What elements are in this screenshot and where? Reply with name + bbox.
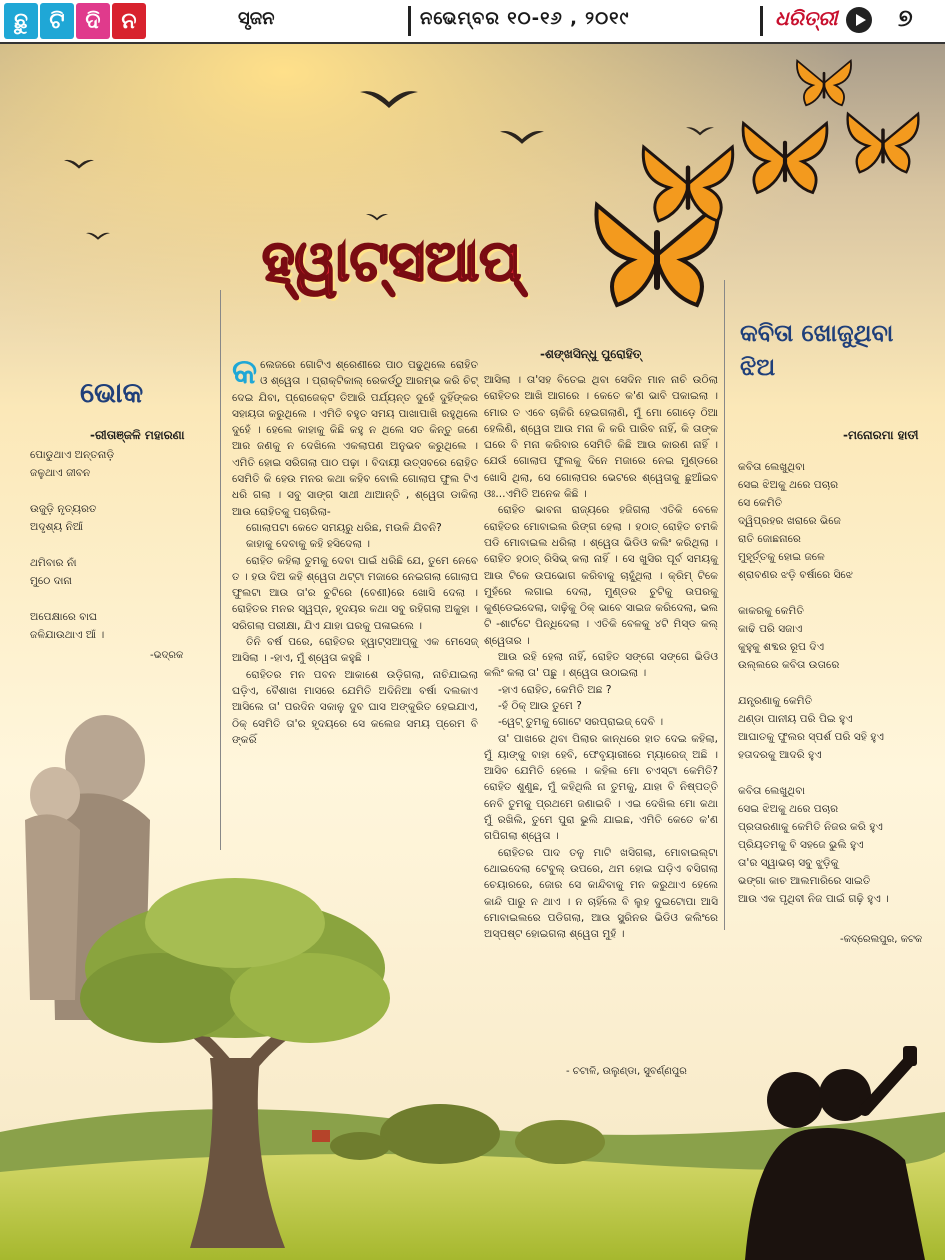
poem-stanza: ଅପେକ୍ଷାରେ ବାଘ ଜଳିଯାଉଥାଏ ଆଁ । xyxy=(30,611,105,641)
story-column-1 xyxy=(232,352,478,748)
poem-right-author: -ମନୋରମା ହାତୀ xyxy=(843,428,919,442)
story-paragraph: ରୋହିତର ମନ ପବନ ଆକାଶେ ଉଡ଼ିଗଲା, ନାଚିଯାଇଲା ଘଡ଼ିଏ, ବୈଶାଖ ମାସରେ ଯେମିତି ଅଦିନିଆ ବର୍ଷା ଦଲକାଏ ଆସିଲେ ତା' ପରଦିନ ସକାଳୁ ଦୁବ ଘାସ ଅଙ୍କୁରିତ ହେଇଯାଏ, ଠିକ୍ ସେମିତି ତା'ର ହୃଦୟରେ ସେ କଲେଜ ସମୟ ପ୍ରେମ ବି ଙ୍କରିଁ xyxy=(232,668,478,746)
couple-silhouette-icon xyxy=(715,1040,935,1260)
bird-icon xyxy=(500,128,544,146)
story-title: ହ୍ୱାଟ୍ସଆପ୍ xyxy=(262,228,522,294)
poem-right-title: କବିତା ଖୋଜୁଥିବା ଝିଅ xyxy=(740,319,894,381)
bird-icon xyxy=(360,88,418,110)
divider xyxy=(760,6,763,36)
drop-cap: କ xyxy=(232,352,258,392)
brand-letter: ନ xyxy=(112,3,146,39)
story-author: -ଶଙ୍ଖସିନ୍ଧୁ ପୁରୋହିତ୍ xyxy=(540,347,642,361)
play-icon xyxy=(846,7,872,33)
bird-icon xyxy=(86,228,110,244)
story-paragraph: -ହାଏ ରୋହିତ, କେମିତି ଅଛ ? xyxy=(498,683,612,696)
butterfly-icon xyxy=(845,110,921,176)
bird-icon xyxy=(64,154,94,174)
poem-stanza: ଥମିବାର ନାଁ ମୁଠେ ଦାନା xyxy=(30,557,77,587)
section-name: ସୃଜନ xyxy=(238,8,275,29)
butterfly-icon xyxy=(795,58,853,108)
story-paragraph: କାହାକୁ ଦେବାକୁ କହି ହସିଦେଲା । xyxy=(246,538,371,551)
issue-date: ନଭେମ୍ବର ୧୦-୧୬ , ୨୦୧୯ xyxy=(420,8,630,29)
column-rule xyxy=(220,290,221,850)
story-column-2 xyxy=(484,372,718,942)
story-paragraph: -ହଁ ଠିକ୍ ଆଉ ତୁମେ ? xyxy=(498,699,582,712)
poem-stanza: ଯନ୍ତ୍ରଣାକୁ କେମିତି ଥଣ୍ଡା ପାନୀୟ ପରି ପିଇ ହୁଏ ଆଘାତକୁ ଫୁଲର ସ୍ପର୍ଶ ପରି ସହି ହୁଏ ହତାଦରକୁ ଆଦରି ହୁଏ xyxy=(738,695,884,761)
brand-letter: ଟି xyxy=(40,3,74,39)
story-paragraph: ରୋହିତ ଭାବନା ରାଜ୍ୟରେ ହଜିଗଲା ଏତିକି ବେଳେ ରୋହିତର ମୋବାଇଲ ରିଙ୍ଗ ହେଲା । ହଠାତ୍ ରୋହିତ ଚମକି ପଡି ମୋବାଇଲ ଧରିଲା । ଶ୍ୱେତା ଭିଡିଓ କଲିଂ କରିଥିଲା । ରୋହିତ ହଠାତ୍ ରିସିଭ୍ କଲା ନାହିଁ । ସେ ଖୁସିର ପୂର୍ବ ସମୟକୁ ଆଉ ଟିକେ ଉପଭୋଗ କରିବାକୁ ଚାହୁଁଥିଲା । କ୍ରିମ୍ ଟିକେ ମୁହଁରେ ଲଗାଇ ଦେଲା, ମୁଣ୍ଡର ଚୁଟିକୁ ଉପରକୁ କୁଣ୍ଡେଇଦେଲା, ଦାଢ଼ିକୁ ଠିକ୍ ଭାବେ ସାଇଜ କରିଦେଲା, ଭଲ ଟି -ଶାର୍ଟଟେ ପିନ୍ଧିଦେଲା । ଏତିକି ବେଳକୁ ୪ଟି ମିସ୍ଡ କଲ୍ ଶ୍ୱେତାର । xyxy=(484,504,718,647)
poem-left-place: -ଭଦ୍ରକ xyxy=(150,650,184,661)
story-paragraph: ରୋହିତର ପାଦ ତଳୁ ମାଟି ଖସିଗଲା, ମୋବାଇଲ୍ଟା ଥୋଇଦେଲା ଟେବୁଲ୍ ଉପରେ, ଥମ ହୋଇ ଘଡ଼ିଏ ବସିଗଲା ଚେୟାରରେ, ଜୋର ସେ କାନ୍ଦିବାକୁ ମନ କରୁଥାଏ ହେଲେ କାନ୍ଦି ପାରୁ ନ ଥାଏ । ନ ଚାହିଁଲେ ବି ଲୁହ ଦୁଇଟୋପା ଆସି ମୋବାଇଲରେ ପଡିଗଲା, ଆଉ ସ୍କ୍ରିନର ଭିଡିଓ କଲିଂରେ ଅସ୍ପଷ୍ଟ ହୋଇଗଲା ଶ୍ୱେତା ମୁହଁ । xyxy=(484,846,718,941)
page-number: ୭ xyxy=(898,4,913,32)
page-header xyxy=(0,0,945,44)
poem-stanza: କାକରକୁ କେମିତି କାଢି ପରି ସଜାଏ କୁହୁକୁ ଶବ୍ଦର ରୂପ ଦିଏ ଉଲ୍ଲରେ କବିତା ଉତାରେ xyxy=(738,605,840,671)
story-paragraph: -ୱେଟ୍ ତୁମକୁ ଗୋଟେ ସରପ୍ରାଇଜ୍ ଦେବି । xyxy=(498,716,664,729)
story-paragraph: ରୋହିତ କହିଲା ତୁମକୁ ଦେବା ପାଇଁ ଧରିଛି ଯେ, ତୁମେ ନେବେ ତ । ହଉ ଦିଅ କହି ଶ୍ୱେତା ଥଟ୍ଟା ମଜାରେ ନେଇଗଲା ଗୋଲାପ ଫୁଲଟା ଆଉ ତା'ର ଚୁଟିରେ (ବେଣୀ)ରେ ଖୋସି ଦେଲା । ରୋହିତର ମନର ସ୍ୱପ୍ନ, ହୃଦୟର କଥା ସବୁ ରହିଗଲା ଅକୁହା । ସରିଗଲା ପରୀକ୍ଷା, ଯିଏ ଯାହା ଘରକୁ ପଳାଇଲେ । xyxy=(232,554,478,632)
poem-right-place: -କଦ୍ରେଲପୁର, କଟକ xyxy=(840,934,923,945)
newspaper-logo: ଧରିତ୍ରୀ xyxy=(775,6,838,30)
butterfly-icon xyxy=(740,118,830,198)
tree-icon xyxy=(70,868,400,1258)
brand-letter: ଛୁ xyxy=(4,3,38,39)
poem-stanza: କବିତା ଲେଖୁଥିବା ସେଇ ଝିଅକୁ ଥରେ ପଚାର ସେ କେମିତି ଦ୍ୱିପ୍ରହର ଖରାରେ ଭିଜେ ରାତି ଜୋଛନାରେ ମୁହୂର୍ତ୍ତକୁ ହୋଇ ଜଳେ ଶ୍ରାବଣର ଝଡ଼ି ବର୍ଷାରେ ସିଝେ xyxy=(738,461,853,581)
bird-icon xyxy=(366,210,388,224)
brand-letter: ଦି xyxy=(76,3,110,39)
story-paragraph: ଆଉ ରହି ହେଲା ନାହିଁ, ରୋହିତ ସଙ୍ଗେ ସଙ୍ଗେ ଭିଡିଓ କଲିଂ କଲା ତା' ପଛୁ । ଶ୍ୱେତା ଉଠାଇଲା । xyxy=(484,651,718,680)
story-place: - ଚଟାଳି, ଉଲୁଣ୍ଡା, ସୁବର୍ଣ୍ଣପୁର xyxy=(566,1066,687,1077)
poem-right-body xyxy=(738,458,938,926)
story-paragraph xyxy=(232,352,478,520)
poem-stanza: ପୋଡୁଥାଏ ଅନ୍ତନାଡ଼ି ଜଳୁଥାଏ ଜୀବନ xyxy=(30,449,115,479)
poem-left-title: ଭୋକ xyxy=(80,376,144,409)
column-rule xyxy=(724,280,725,930)
story-paragraph: ଆସିଲା । ତା'ସହ ବିତେଇ ଥିବା ସେଦିନ ମାନ ନାଚି ଉଠିଲା ରୋହିତର ଆଖି ଆଗରେ । କେତେ କ'ଣ ଭାବି ପକାଇଲା । ମୋର ତ ଏବେ ଚାକିରି ହେଇଗଲାଣି, ମୁଁ ମୋ ଗୋଡ଼େ ଠିଆ ହେଲିଣି, ଶ୍ୱେତା ଆଉ ମନା କି କରି ପାରିବ ନାହିଁ, କି ତାଙ୍କ ଘରେ ବି ମନା କରିବାର ସେମିତି କିଛି ଆଉ କାରଣ ନାହିଁ । ଯେଉଁ ଗୋଲାପ ଫୁଲକୁ ଦିନେ ମଜାରେ ନେଇ ମୁଣ୍ଡରେ ଖୋସି ଥିଲା, ସେ ଗୋଲାପର ଭେଟରେ ଶ୍ୱେତାକୁ ଛୁଆଁଇବ ଓଃ...ଏମିତି ଅନେକ କିଛି । xyxy=(484,374,718,501)
story-text: ଲେଜରେ ଗୋଟିଏ ଶ୍ରେଣୀରେ ପାଠ ପଢୁଥିଲେ ରୋହିତ ଓ ଶ୍ୱେତା । ପ୍ରାକ୍ଟିକାଲ୍ ରେକର୍ଡ୍ଠୁ ଆରମ୍ଭ କରି ଚିଟ୍ ଦେଇ ଯିବା, ପ୍ରୋଜେକ୍ଟ ତିଆରି ପର୍ଯ୍ୟନ୍ତ ଦୁହେଁ ଦୁହିଁଙ୍କର ସହାୟତା କରୁଥିଲେ । ଏମିତି ବହୁତ ସମୟ ପାଖାପାଖି ରହୁଥିଲେ ଦୁହେଁ । ହେଲେ କାହାକୁ କିଛି କହୁ ନ ଥିଲେ ସତ କିନ୍ତୁ ଜଣେ ଆର ଜଣକୁ ନ ଦେଖିଲେ ଏକଲାପଣ ଅନୁଭବ କରୁଥିଲେ । ଏମିତି ହୋଇ ସରିଗଲା ପାଠ ପଢ଼ା । ବିଦାୟୀ ଉତ୍ସବରେ ରୋହିତ ସେମିତି କି ହେଉ ମନର କଥା କହିବ ବୋଲି ଗୋଲାପ ଫୁଲ ଟିଏ ଧରି ଗଲା । ସବୁ ସାଙ୍ଗ ସାଥୀ ଥାଆନ୍ତି , ଶ୍ୱେତା ଡାକିଲା ଆଉ ରୋହିତକୁ ପଚାରିଲା- xyxy=(232,359,478,518)
poem-stanza: ଉଜୁଡ଼ି ନୃତ୍ୟରତ ଅଦୃଶ୍ୟ ନିଆଁ xyxy=(30,503,97,533)
brand-masthead xyxy=(4,3,146,39)
butterfly-icon xyxy=(640,142,736,226)
story-paragraph: ଗୋଲାପଟା କେତେ ସମୟରୁ ଧରିଛ, ମଉଳି ଯିବନି? xyxy=(246,521,442,534)
poem-left-author: -ରୀତାଞ୍ଜଳି ମହାରଣା xyxy=(90,428,185,442)
poem-stanza: କବିତା ଲେଖୁଥିବା ସେଇ ଝିଅକୁ ଥରେ ପଚାର ପ୍ରତାରଣାକୁ କେମିତି ନିଜର କରି ହୁଏ ପ୍ରିୟତମକୁ ବି ସହଜେ ଭୁଲି ହୁଏ ତା'ର ସ୍ୱାଭଚା ସବୁ ଝୁଡ଼ିକୁ ଭଙ୍ଗା କାଚ ଆଲମାରିରେ ସାଇତି ଆଉ ଏକ ପୃଥିବୀ ନିଜ ପାଇଁ ଗଢ଼ି ହୁଏ । xyxy=(738,785,889,905)
story-paragraph: ତା' ପାଖରେ ଥିବା ପିଲାର କାନ୍ଧରେ ହାତ ଦେଇ କହିଲା, ମୁଁ ୟାଙ୍କୁ ବାହା ହେବି, ଫେବୃୟାରୀରେ ମ୍ୟାରେଜ୍ ଅଛି । ଆସିବ ଯେମିତି ହେଲେ । କହିଲ ମୋ ଚଏସ୍ଟା କେମିତି? ରୋହିତ ଶୁଣୁଛ, ମୁଁ କହିଥିଲି ନା ତୁମକୁ, ଯାହା ବି ନିଷ୍ପତ୍ତି ନେବି ତୁମକୁ ପ୍ରଥମେ ଜଣାଇବି । ଏଇ ଦେଖିଲ ମୋ କଥା ମୁଁ ରଖିଲି, ତୁମେ ପୁରା ଭୁଲି ଯାଇଛ, ଏମିତି କେତେ କ'ଣ ଗପିଗଲା ଶ୍ୱେତା । xyxy=(484,732,718,843)
divider xyxy=(408,6,411,36)
poem-left-body xyxy=(30,446,210,662)
bird-icon xyxy=(686,124,714,138)
story-paragraph: ତିନି ବର୍ଷ ପରେ, ରୋହିତର ହ୍ୱାଟ୍ସଆପ୍କୁ ଏକ ମେସେଜ୍ ଆସିଲା । -ହାଏ, ମୁଁ ଶ୍ୱେତା କହୁଛି । xyxy=(232,636,478,665)
